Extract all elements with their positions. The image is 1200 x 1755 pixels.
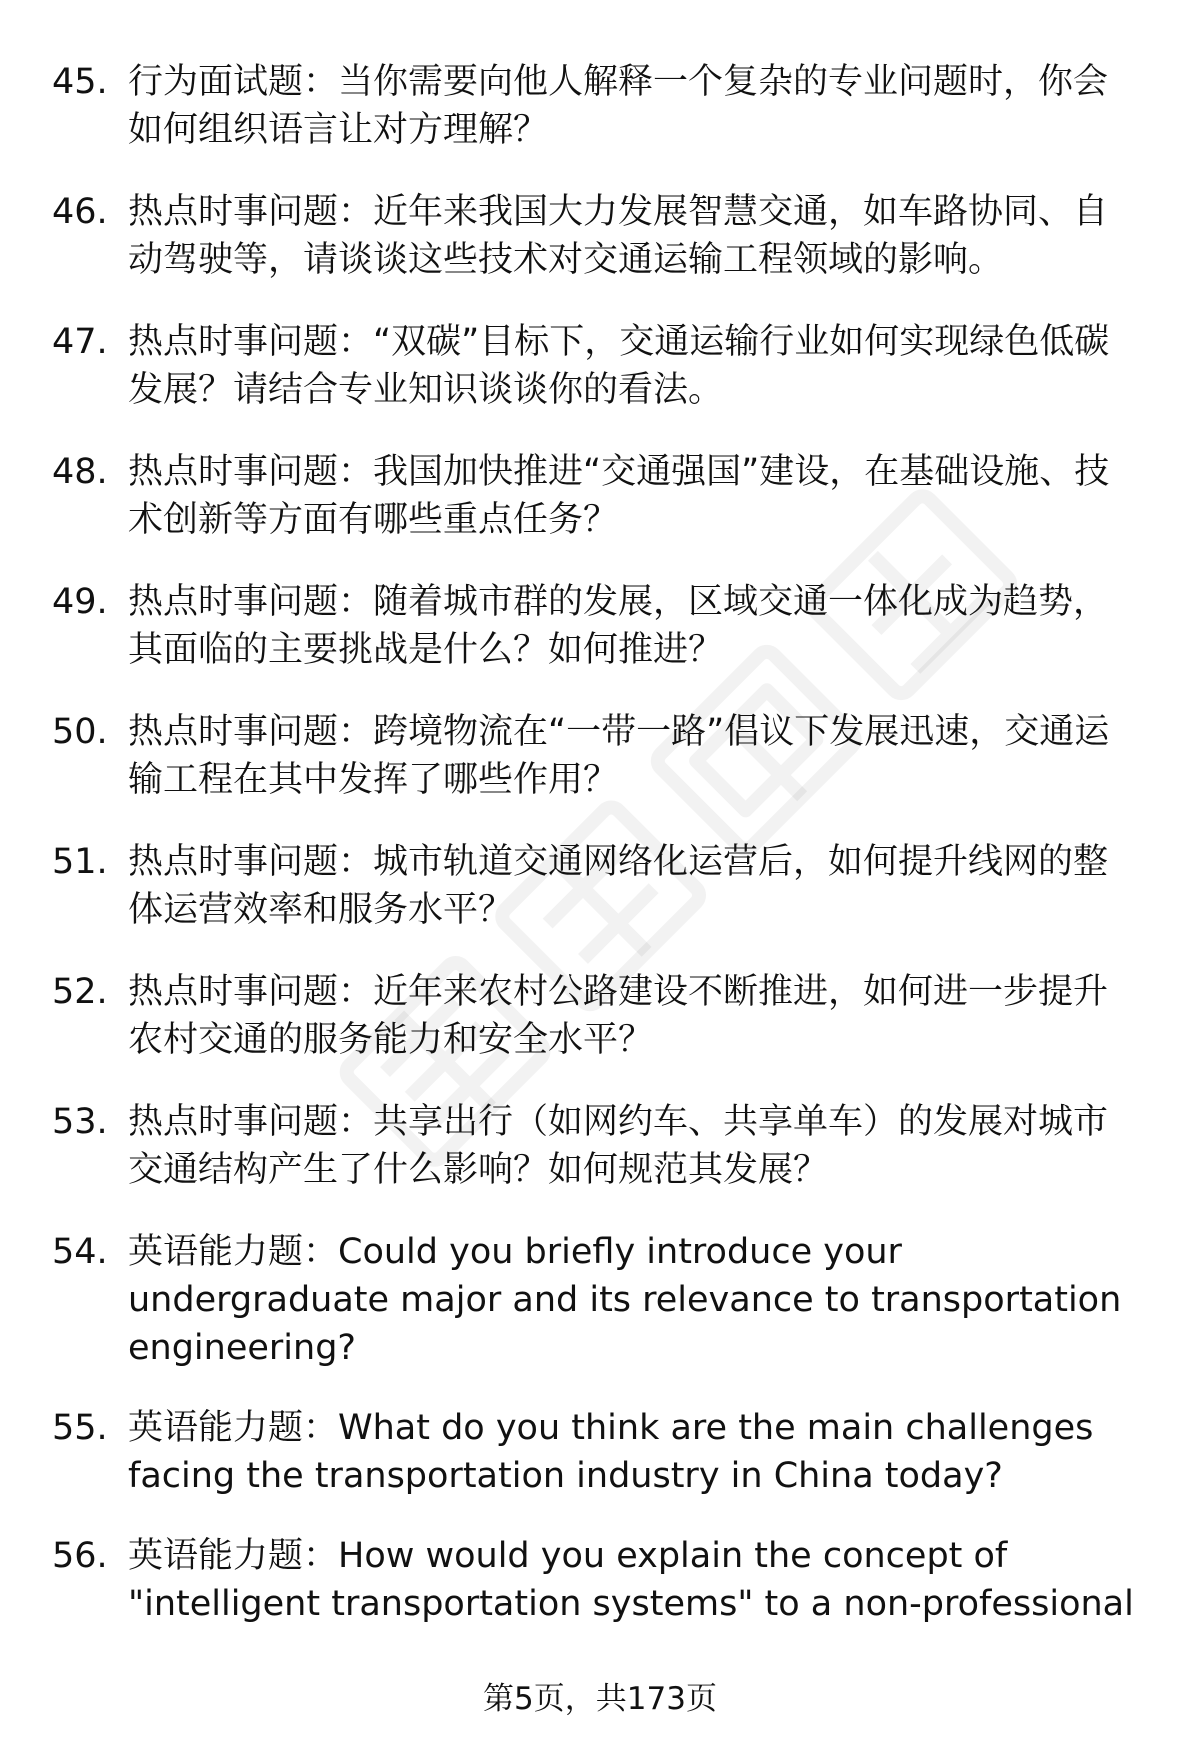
question-number: 50. — [52, 712, 108, 752]
question-text: 热点时事问题：共享出行（如网约车、共享单车）的发展对城市交通结构产生了什么影响？如何规范其发展？ — [128, 1102, 1109, 1190]
question-text: 热点时事问题：我国加快推进“交通强国”建设，在基础设施、技术创新等方面有哪些重点任务？ — [128, 452, 1110, 540]
page-number-footer: 第5页，共173页 — [483, 1681, 717, 1717]
question-text: 热点时事问题：跨境物流在“一带一路”倡议下发展迅速，交通运输工程在其中发挥了哪些作用？ — [128, 712, 1110, 800]
question-number: 53. — [52, 1102, 108, 1142]
question-item-50 — [0, 708, 1200, 804]
question-text: 热点时事问题：随着城市群的发展，区域交通一体化成为趋势，其面临的主要挑战是什么？如何推进？ — [128, 582, 1109, 670]
question-text: 热点时事问题：近年来农村公路建设不断推进，如何进一步提升农村交通的服务能力和安全水平？ — [128, 972, 1109, 1060]
question-text: 热点时事问题：城市轨道交通网络化运营后，如何提升线网的整体运营效率和服务水平？ — [128, 842, 1109, 930]
question-text: 行为面试题：当你需要向他人解释一个复杂的专业问题时，你会如何组织语言让对方理解？ — [128, 62, 1109, 150]
question-item-49 — [0, 578, 1200, 674]
question-item-51 — [0, 838, 1200, 934]
question-item-45 — [0, 58, 1200, 154]
question-text: 英语能力题：How would you explain the concept of "intelligent transportation systems" to a non-professional — [128, 1536, 1134, 1624]
question-item-46 — [0, 188, 1200, 284]
question-number: 56. — [52, 1536, 108, 1576]
question-item-52 — [0, 968, 1200, 1064]
question-item-47 — [0, 318, 1200, 414]
question-item-53 — [0, 1098, 1200, 1194]
question-item-48 — [0, 448, 1200, 544]
question-text: 热点时事问题：近年来我国大力发展智慧交通，如车路协同、自动驾驶等，请谈谈这些技术对交通运输工程领域的影响。 — [128, 192, 1109, 280]
question-list — [0, 58, 1200, 1660]
question-number: 55. — [52, 1408, 108, 1448]
question-number: 52. — [52, 972, 108, 1012]
question-text: 英语能力题：Could you briefly introduce your undergraduate major and its relevance to transportation engineering? — [128, 1232, 1122, 1368]
question-item-55 — [0, 1404, 1200, 1500]
question-number: 47. — [52, 322, 108, 362]
question-number: 48. — [52, 452, 108, 492]
question-item-56 — [0, 1532, 1200, 1628]
question-number: 49. — [52, 582, 108, 622]
question-number: 51. — [52, 842, 108, 882]
question-number: 45. — [52, 62, 108, 102]
question-number: 46. — [52, 192, 108, 232]
question-item-54 — [0, 1228, 1200, 1372]
question-number: 54. — [52, 1232, 108, 1272]
question-text: 热点时事问题：“双碳”目标下，交通运输行业如何实现绿色低碳发展？请结合专业知识谈谈你的看法。 — [128, 322, 1110, 410]
question-text: 英语能力题：What do you think are the main challenges facing the transportation industry in China today? — [128, 1408, 1094, 1496]
